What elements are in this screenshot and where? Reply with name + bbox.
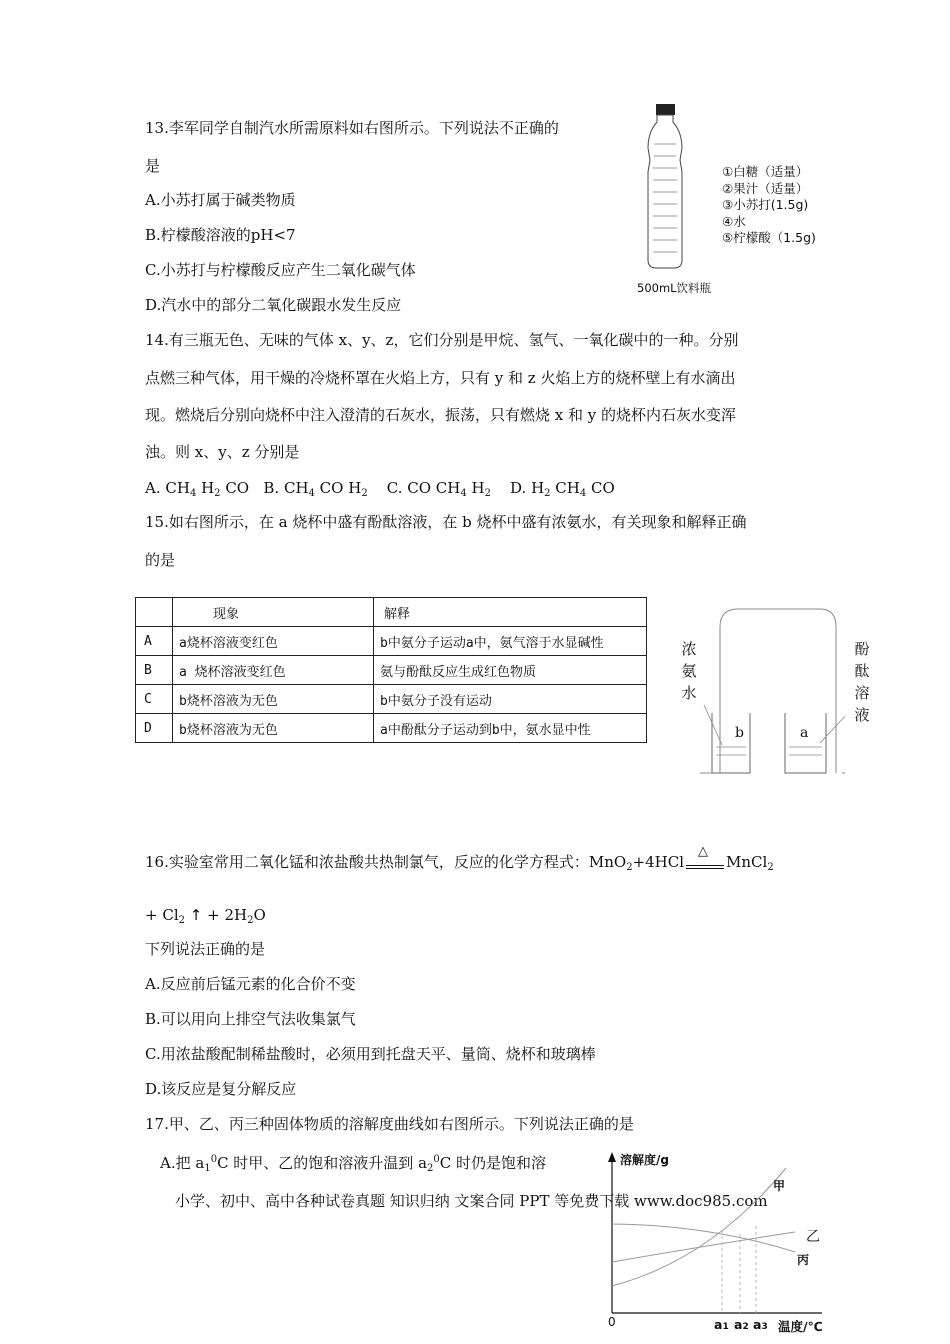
q14-option-c: C. CO $CH_4$ $H_2$ — [386, 479, 491, 499]
q16-stem-line1: 16.实验室常用二氧化锰和浓盐酸共热制氯气，反应的化学方程式：MnO$_2$+4HCl △ MnCl$_2$ — [145, 844, 774, 873]
q14-option-d: D. $H_2$ $CH_4$ CO — [510, 479, 615, 499]
bottle-figure — [640, 100, 690, 272]
curve-bing — [612, 1224, 795, 1252]
table-header-row — [136, 598, 647, 627]
table-cell: b中氨分子运动a中，氨气溶于水显碱性 — [374, 627, 647, 656]
table-header-cell: 解释 — [374, 598, 647, 627]
ingredient-3: ③小苏打(1.5g) — [722, 197, 809, 212]
solubility-graph — [590, 1150, 830, 1330]
q13-stem-line1: 13.李军同学自制汽水所需原料如右图所示。下列说法不正确的 — [145, 119, 559, 137]
q13-option-c: C.小苏打与柠檬酸反应产生二氧化碳气体 — [145, 261, 416, 279]
bottle-cap — [656, 104, 675, 115]
beaker-b-label: b — [735, 725, 744, 741]
q13-option-a: A.小苏打属于碱类物质 — [145, 191, 296, 209]
table-cell: a烧杯溶液变红色 — [173, 627, 374, 656]
q14-option-b: B. $CH_4$ CO $H_2$ — [263, 479, 368, 499]
q16-option-b: B.可以用向上排空气法收集氯气 — [145, 1010, 356, 1028]
tick-a2: a2 — [734, 1317, 749, 1332]
label-phenolphthalein: 酚 酞 溶 液 — [854, 640, 870, 724]
q15-stem-line1: 15.如右图所示，在 a 烧杯中盛有酚酞溶液，在 b 烧杯中盛有浓氨水，有关现象和解释正确 — [145, 513, 747, 531]
bottle-outline — [648, 115, 682, 268]
curve-yi — [612, 1232, 795, 1262]
ingredient-4: ④水 — [722, 214, 746, 229]
table-row — [136, 714, 647, 743]
equation-condition: △ — [684, 852, 726, 872]
table-row — [136, 627, 647, 656]
series-label-yi: 乙 — [806, 1229, 820, 1245]
table-cell: b烧杯溶液为无色 — [173, 685, 374, 714]
bottle-caption: 500mL饮料瓶 — [637, 281, 712, 295]
q17-stem: 17.甲、乙、丙三种固体物质的溶解度曲线如右图所示。下列说法正确的是 — [145, 1115, 634, 1133]
q13-option-b: B.柠檬酸溶液的pH<7 — [145, 226, 296, 244]
table-row — [136, 656, 647, 685]
q14-stem-line1: 14.有三瓶无色、无味的气体 x、y、z，它们分别是甲烷、氢气、一氧化碳中的一种。分别 — [145, 331, 739, 349]
table-cell: a中酚酞分子运动到b中，氨水显中性 — [374, 714, 647, 743]
q16-prompt: 下列说法正确的是 — [145, 940, 266, 958]
graph-x-label: 温度/℃ — [778, 1319, 823, 1334]
q13-option-d: D.汽水中的部分二氧化碳跟水发生反应 — [145, 296, 402, 314]
table-header-cell — [136, 598, 173, 627]
y-axis-arrow — [608, 1152, 616, 1162]
graph-y-label: 溶解度/g — [620, 1153, 669, 1167]
q14-stem-line3: 现。燃烧后分别向烧杯中注入澄清的石灰水，振荡，只有燃烧 x 和 y 的烧杯内石灰水变浑 — [145, 406, 737, 424]
q13-stem-line2: 是 — [145, 157, 161, 175]
q14-stem-line4: 浊。则 x、y、z 分别是 — [145, 443, 300, 461]
table-cell: 氨与酚酞反应生成红色物质 — [374, 656, 647, 685]
q14-options — [145, 478, 615, 504]
table-cell: C — [136, 685, 173, 714]
tick-a3: a3 — [753, 1317, 768, 1332]
q16-stem-line2: + $Cl_2$ ↑ + $2H_2O$ — [145, 906, 266, 926]
ingredient-2: ②果汁（适量） — [722, 181, 809, 196]
beaker-a — [785, 713, 826, 773]
table-header-cell: 现象 — [173, 598, 374, 627]
table-row — [136, 685, 647, 714]
ingredient-5: ⑤柠檬酸（1.5g) — [722, 230, 816, 245]
graph-origin: 0 — [608, 1315, 616, 1329]
tick-a1: a1 — [714, 1317, 729, 1332]
label-ammonia: 浓 氨 水 — [681, 640, 697, 702]
q16-option-a: A.反应前后锰元素的化合价不变 — [145, 975, 356, 993]
bell-jar — [720, 609, 836, 773]
ingredient-1: ①白糖（适量） — [722, 164, 809, 179]
q16-option-d: D.该反应是复分解反应 — [145, 1080, 297, 1098]
q15-table — [135, 597, 647, 743]
table-cell: A — [136, 627, 173, 656]
q15-stem-line2: 的是 — [145, 551, 176, 569]
series-label-bing: 丙 — [797, 1253, 810, 1267]
q16-option-c: C.用浓盐酸配制稀盐酸时，必须用到托盘天平、量筒、烧杯和玻璃棒 — [145, 1045, 596, 1063]
q14-stem-line2: 点燃三种气体，用干燥的冷烧杯罩在火焰上方，只有 y 和 z 火焰上方的烧杯壁上有水滴出 — [145, 369, 736, 387]
table-cell: D — [136, 714, 173, 743]
beaker-figure — [700, 605, 845, 777]
q14-option-a: A. $CH_4$ $H_2$ CO — [145, 479, 250, 499]
table-cell: b烧杯溶液为无色 — [173, 714, 374, 743]
curve-jia — [612, 1168, 786, 1286]
series-label-jia: 甲 — [773, 1179, 786, 1193]
beaker-a-label: a — [800, 725, 809, 741]
page-footer: 小学、初中、高中各种试卷真题 知识归纳 文案合同 PPT 等免费下载 www.doc985.com — [175, 1192, 768, 1210]
table-cell: a 烧杯溶液变红色 — [173, 656, 374, 685]
beaker-b — [712, 713, 750, 773]
table-cell: b中氨分子没有运动 — [374, 685, 647, 714]
q17-option-a: A.把 $a_1^0C$ 时甲、乙的饱和溶液升温到 $a_2^0C$ 时仍是饱和溶 — [160, 1154, 547, 1174]
table-cell: B — [136, 656, 173, 685]
